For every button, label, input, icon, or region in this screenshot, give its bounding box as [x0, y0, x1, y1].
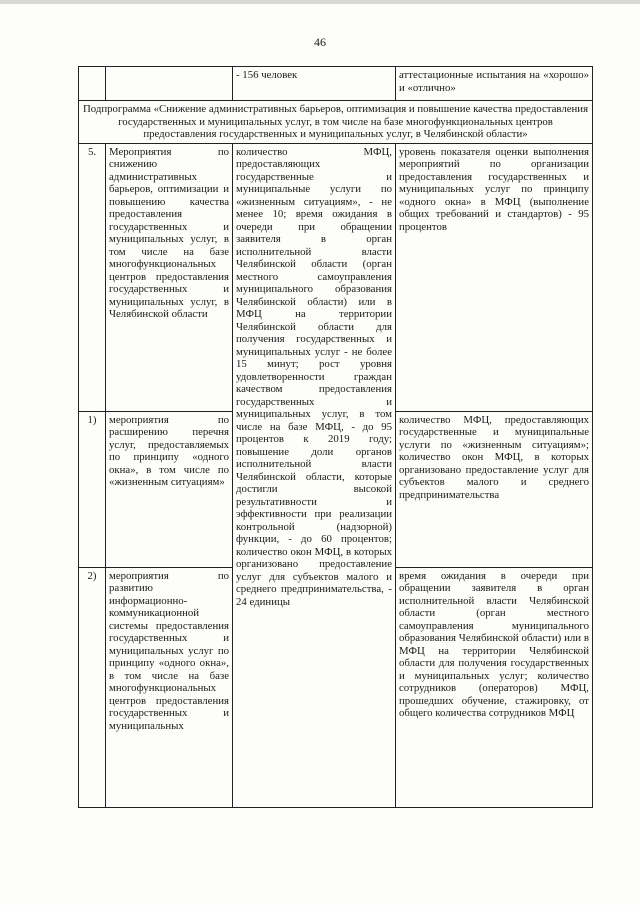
row1-number: 1)	[79, 411, 106, 567]
row2-result-indicator: время ожидания в очереди при обращении заявителя в орган исполнительной власти Челябинской области (орган местного самоуправления муниципального образования Челябинской области) или в МФЦ на территории Челябинской области для получения государственных и муниципальных услуг; количество сотрудников (операторов) МФЦ, прошедших обучение, стажировку, от общего количества сотрудников МФЦ	[396, 567, 593, 807]
table-row-continued	[79, 67, 593, 101]
page-number: 46	[314, 35, 326, 49]
row2-measure-name: мероприятия по развитию информационно-коммуникационной системы предоставления государственных и муниципальных услуг по принципу «одного окна», в том числе на базе многофункциональных центров предоставления государственных и муниципальных	[106, 567, 233, 807]
row5-result-indicator: уровень показателя оценки выполнения мероприятий по организации предоставления государственных и муниципальных услуг по принципу «одного окна» в МФЦ (выполнение общих требований и стандартов) - 95 процентов	[396, 143, 593, 411]
subprogram-heading: Подпрограмма «Снижение административных барьеров, оптимизация и повышение качества предоставления государственных и муниципальных услуг, в том числе на базе многофункциональных центров предоставления государственных и муниципальных услуг, в Челябинской области»	[79, 101, 593, 144]
row5-measure-name: Мероприятия по снижению административных барьеров, оптимизации и повышению качества предоставления государственных и муниципальных услуг, в том числе на базе многофункциональных центров предоставления государственных и муниципальных услуг, в Челябинской области	[106, 143, 233, 411]
measures-table	[78, 66, 593, 808]
page-top-edge	[0, 0, 640, 4]
row5-target-indicators: количество МФЦ, предоставляющих государственные и муниципальные услуги по «жизненным ситуациям», - не менее 10; время ожидания в очереди при обращении заявителя в орган исполнительной власти Челябинской области (орган местного самоуправления муниципального образования Челябинской области) или в МФЦ на территории Челябинской области для получения государственных и муниципальных услуг - не более 15 минут; рост уровня удовлетворенности граждан качеством предоставления государственных и муниципальных услуг, в том числе на базе МФЦ, - до 95 процентов к 2019 году; повышение доли органов исполнительной власти Челябинской области, которые достигли высокой результативности и эффективности при реализации контрольной (надзорной) функции, - до 60 процентов; количество окон МФЦ, в которых организовано предоставление услуг для субъектов малого и среднего предпринимательства, - 24 единицы	[233, 143, 396, 807]
row1-measure-name: мероприятия по расширению перечня услуг, предоставляемых по принципу «одного окна», в том числе по «жизненным ситуациям»	[106, 411, 233, 567]
row5-number: 5.	[79, 143, 106, 411]
subprogram-heading-row	[79, 101, 593, 144]
cell-indicator-continued: - 156 человек	[233, 67, 396, 101]
row1-result-indicator: количество МФЦ, предоставляющих государственные и муниципальные услуги по «жизненным ситуациям»; количество окон МФЦ, в которых организовано предоставление услуг для субъектов малого и среднего предпринимательства	[396, 411, 593, 567]
cell-name-empty	[106, 67, 233, 101]
cell-result-continued: аттестационные испытания на «хорошо» и «отлично»	[396, 67, 593, 101]
row2-number: 2)	[79, 567, 106, 807]
table-row-5	[79, 143, 593, 411]
cell-num-empty	[79, 67, 106, 101]
